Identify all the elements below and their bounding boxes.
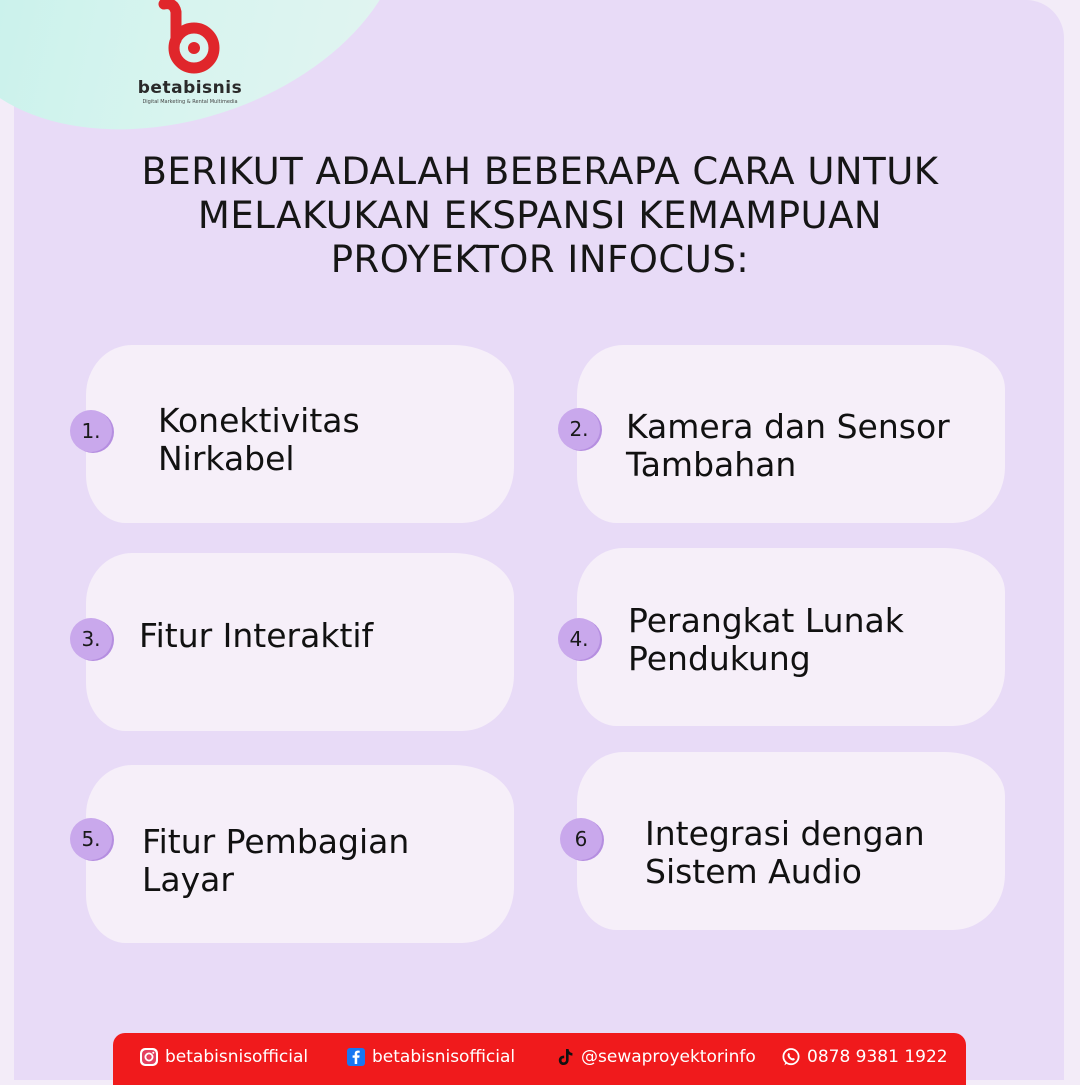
whatsapp-icon [781, 1047, 801, 1067]
whatsapp-phone: 0878 9381 1922 [807, 1047, 948, 1067]
title-line-3: PROYEKTOR INFOCUS: [330, 238, 750, 281]
tiktok-icon [555, 1047, 575, 1067]
item-number-badge: 5. [70, 818, 112, 860]
tiktok-link[interactable] [555, 1047, 756, 1067]
facebook-link[interactable] [346, 1047, 515, 1067]
brand-logo [130, 0, 250, 112]
facebook-handle: betabisnisofficial [372, 1047, 516, 1067]
item-label: Kamera dan Sensor Tambahan [626, 407, 950, 484]
item-label: Integrasi dengan Sistem Audio [645, 814, 925, 891]
item-label: Perangkat Lunak Pendukung [628, 601, 904, 678]
item-number-badge: 6 [560, 818, 602, 860]
page-title [60, 150, 1020, 282]
item-number-badge: 4. [558, 618, 600, 660]
social-footer [113, 1033, 966, 1085]
title-line-1: BERIKUT ADALAH BEBERAPA CARA UNTUK [141, 150, 939, 193]
title-line-2: MELAKUKAN EKSPANSI KEMAMPUAN [197, 194, 883, 237]
item-label: Fitur Pembagian Layar [142, 822, 410, 899]
logo-wordmark: betabisnis [137, 78, 243, 98]
item-number-badge: 1. [70, 410, 112, 452]
item-label: Fitur Interaktif [139, 616, 374, 655]
logo-b-icon [158, 0, 222, 76]
instagram-handle: betabisnisofficial [165, 1047, 309, 1067]
facebook-icon [346, 1047, 366, 1067]
instagram-icon [139, 1047, 159, 1067]
whatsapp-link[interactable] [781, 1047, 948, 1067]
item-label: Konektivitas Nirkabel [158, 401, 360, 478]
instagram-link[interactable] [139, 1047, 308, 1067]
tiktok-handle: @sewaproyektorinfo [581, 1047, 756, 1067]
item-number-badge: 2. [558, 408, 600, 450]
logo-tagline: Digital Marketing & Rental Multimedia [142, 99, 238, 105]
item-number-badge: 3. [70, 618, 112, 660]
